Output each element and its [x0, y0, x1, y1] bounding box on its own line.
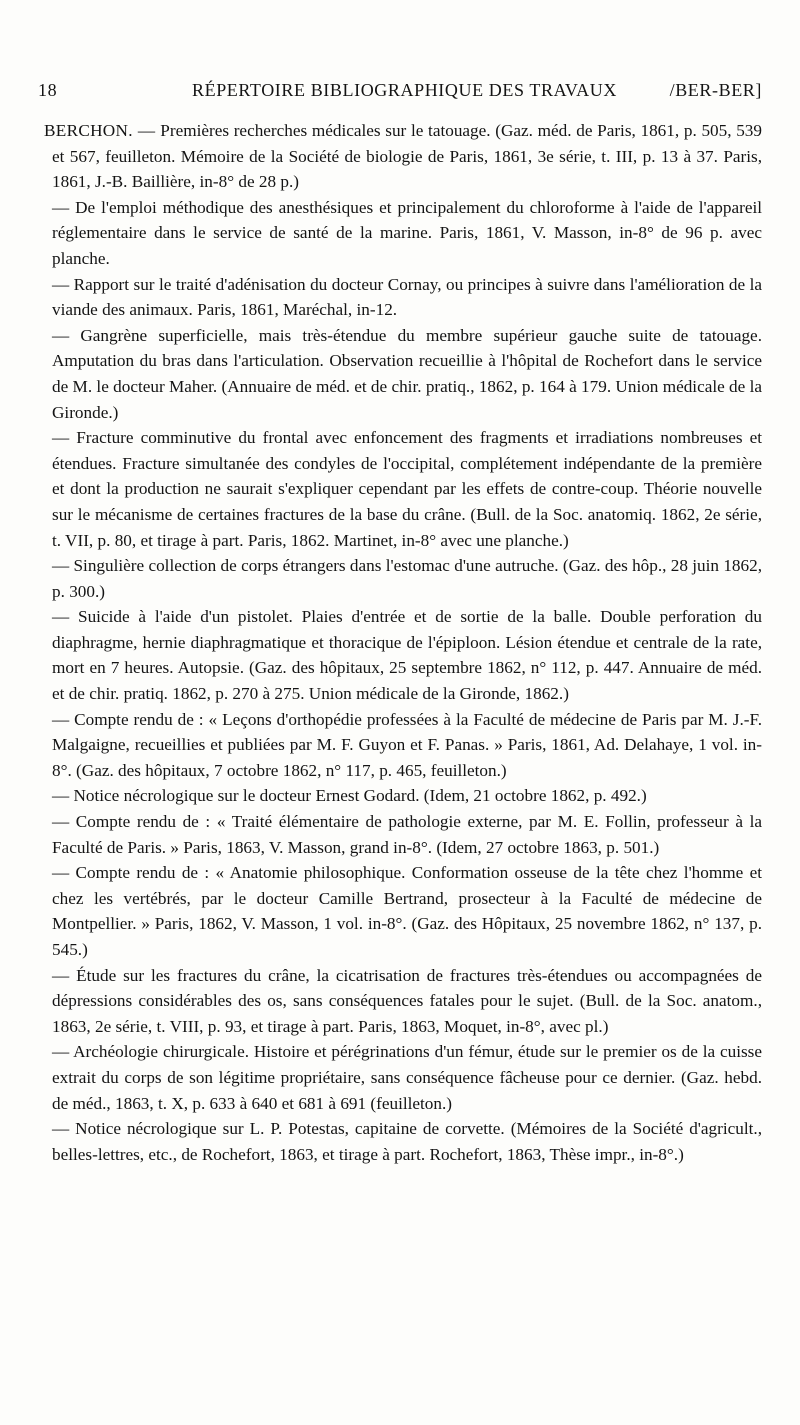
bibliography-entry: — De l'emploi méthodique des anesthésiques et principalement du chloroforme à l'aide de l'appareil réglementaire dans le service de santé de la marine. Paris, 1861, V. Masson, in-8° de 96 p. avec planche. — [52, 197, 762, 268]
bibliography-entry: — Notice nécrologique sur L. P. Potestas, capitaine de corvette. (Mémoires de la Société d'agricult., belles-lettres, etc., de Rochefort, 1863, et tirage à part. Rochefort, 1863, Thèse impr., in-8°.) — [52, 1119, 762, 1164]
bibliography-entry: — Suicide à l'aide d'un pistolet. Plaies d'entrée et de sortie de la balle. Double perforation du diaphragme, hernie diaphragmatique et thoracique de l'épiploon. Lésion étendue et centrale de la rate, mort en 7 heures. Autopsie. (Gaz. des hôpitaux, 25 septembre 1862, n° 112, p. 447. Annuaire de méd. et de chir. pratiq. 1862, p. 270 à 275. Union médicale de la Gironde, 1862.) — [52, 607, 762, 704]
alphabetical-range: /BER-BER] — [669, 80, 762, 100]
page-number: 18 — [38, 80, 58, 100]
bibliography-entry: — Archéologie chirurgicale. Histoire et pérégrinations d'un fémur, étude sur le premier os de la cuisse extrait du corps de son légitime propriétaire, sans conséquence fâcheuse pour ce dernier. (Gaz. hebd. de méd., 1863, t. X, p. 633 à 640 et 681 à 691 (feuilleton.) — [52, 1042, 762, 1113]
running-title: RÉPERTOIRE BIBLIOGRAPHIQUE DES TRAVAUX — [192, 80, 617, 100]
bibliography-entry: — Singulière collection de corps étrangers dans l'estomac d'une autruche. (Gaz. des hôp., 28 juin 1862, p. 300.) — [52, 556, 762, 601]
bibliography-entry: — Fracture comminutive du frontal avec enfoncement des fragments et irradiations nombreuses et étendues. Fracture simultanée des condyles de l'occipital, complétement indépendante de la première et dont la production ne saurait s'expliquer cependant par les effets de contre-coup. Théorie nouvelle sur le mécanisme de certaines fractures de la base du crâne. (Bull. de la Soc. anatomiq. 1862, 2e série, t. VII, p. 80, et tirage à part. Paris, 1862. Martinet, in-8° avec une planche.) — [52, 428, 762, 550]
bibliography-body — [44, 118, 762, 1167]
bibliography-entry: — Gangrène superficielle, mais très-étendue du membre supérieur gauche suite de tatouage. Amputation du bras dans l'articulation. Observation recueillie à l'hôpital de Rochefort dans le service de M. le docteur Maher. (Annuaire de méd. et de chir. pratiq., 1862, p. 164 à 179. Union médicale de la Gironde.) — [52, 325, 762, 422]
bibliography-entry: — Notice nécrologique sur le docteur Ernest Godard. (Idem, 21 octobre 1862, p. 492.) — [52, 786, 647, 806]
bibliography-entry: — Étude sur les fractures du crâne, la cicatrisation de fractures très-étendues ou accompagnées de dépressions considérables des os, sans conséquences fatales pour le sujet. (Bull. de la Soc. anatom., 1863, 2e série, t. VIII, p. 93, et tirage à part. Paris, 1863, Moquet, in-8°, avec pl.) — [52, 965, 762, 1036]
bibliography-entry: — Compte rendu de : « Traité élémentaire de pathologie externe, par M. E. Follin, professeur à la Faculté de Paris. » Paris, 1863, V. Masson, grand in-8°. (Idem, 27 octobre 1863, p. 501.) — [52, 812, 762, 857]
bibliography-entry: — Rapport sur le traité d'adénisation du docteur Cornay, ou principes à suivre dans l'amélioration de la viande des animaux. Paris, 1861, Maréchal, in-12. — [52, 274, 762, 320]
entry-text: Premières recherches médicales sur le tatouage. (Gaz. méd. de Paris, 1861, p. 505, 539 et 567, feuilleton. Mémoire de la Société de biologie de Paris, 1861, 3e série, t. III, p. 13 à 37. Paris, 1861, J.-B. Baillière, in-8° de 28 p.) — [52, 121, 762, 192]
bibliography-entry — [44, 118, 762, 195]
running-header — [38, 80, 762, 110]
bibliography-entry: — Compte rendu de : « Anatomie philosophique. Conformation osseuse de la tête chez l'homme et chez les vertébrés, par le docteur Camille Bertrand, prosecteur à la Faculté de médecine de Montpellier. » Paris, 1862, V. Masson, 1 vol. in-8°. (Gaz. des Hôpitaux, 25 novembre 1862, n° 137, p. 545.) — [52, 863, 762, 959]
bibliography-entry: — Compte rendu de : « Leçons d'orthopédie professées à la Faculté de médecine de Paris par M. J.-F. Malgaigne, recueillies et publiées par M. F. Guyon et F. Panas. » Paris, 1861, Ad. Delahaye, 1 vol. in-8°. (Gaz. des hôpitaux, 7 octobre 1862, n° 117, p. 465, feuilleton.) — [52, 709, 762, 780]
author-name: BERCHON. — — [44, 121, 161, 140]
